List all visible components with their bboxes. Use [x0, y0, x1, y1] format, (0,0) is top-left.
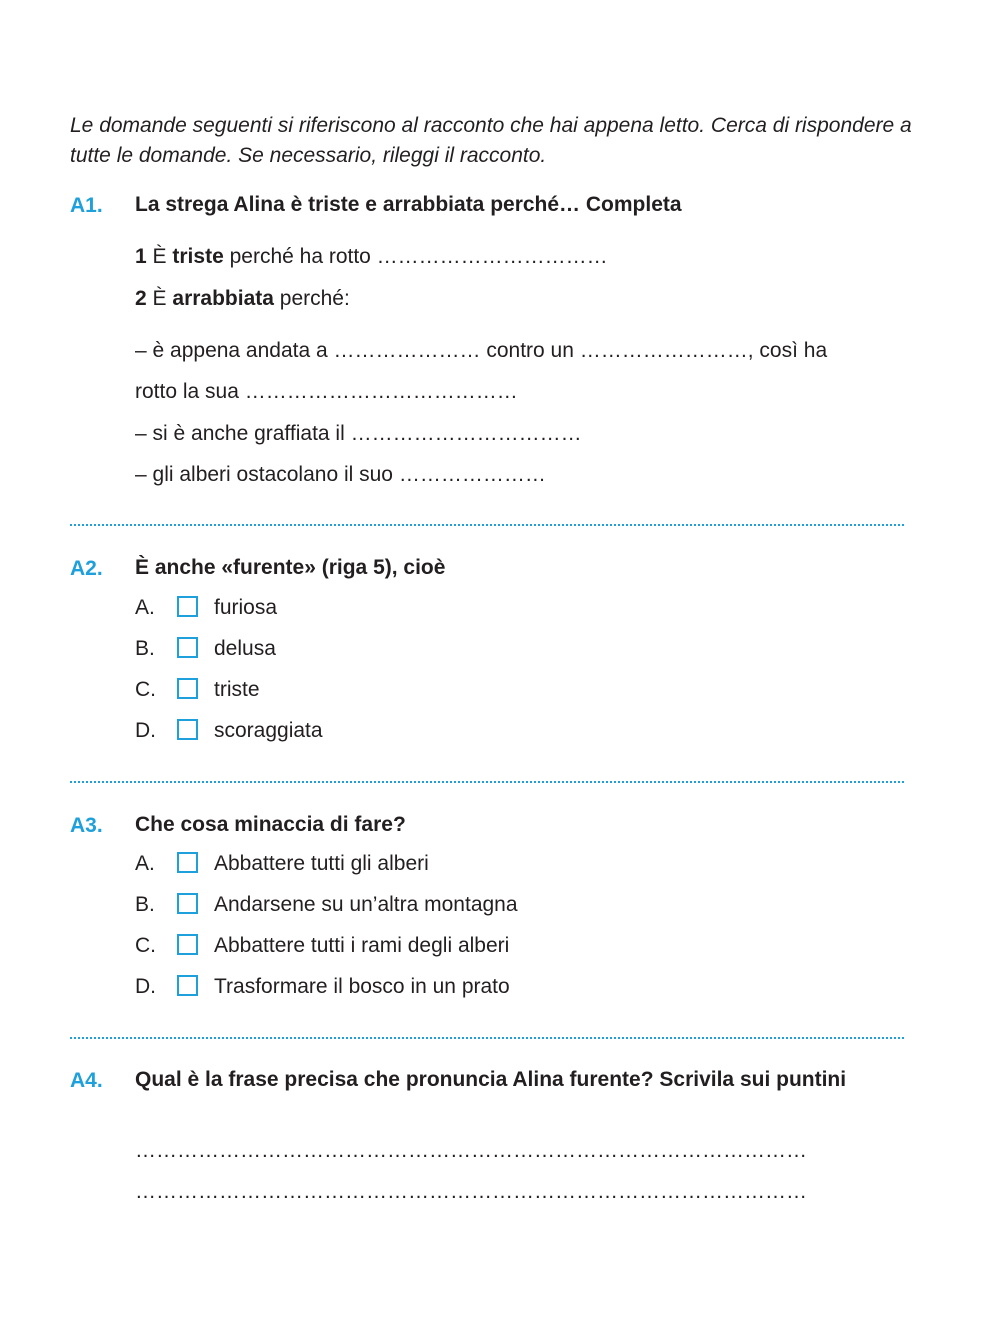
- option-letter: C.: [135, 678, 156, 701]
- checkbox[interactable]: [177, 852, 198, 873]
- answer-line[interactable]: ……………………………………………………………………………………: [135, 1139, 807, 1162]
- option-label: delusa: [214, 637, 276, 660]
- checkbox[interactable]: [177, 678, 198, 699]
- completion-line[interactable]: rotto la sua …………………………………: [135, 380, 518, 403]
- option-letter: C.: [135, 934, 156, 957]
- option-letter: A.: [135, 852, 155, 875]
- question-number-a4: A4.: [70, 1069, 103, 1092]
- question-text-a2: È anche «furente» (riga 5), cioè: [135, 556, 446, 579]
- item-number: 1: [135, 245, 147, 268]
- item-prefix: È: [152, 287, 167, 310]
- question-text-a4: Qual è la frase precisa che pronuncia Alina furente? Scrivila sui puntini: [135, 1068, 847, 1091]
- option-label: Andarsene su un’altra montagna: [214, 893, 518, 916]
- checkbox[interactable]: [177, 934, 198, 955]
- option-label: Abbattere tutti i rami degli alberi: [214, 934, 510, 957]
- question-text-a3: Che cosa minaccia di fare?: [135, 813, 406, 836]
- item-keyword: triste: [172, 245, 224, 268]
- checkbox[interactable]: [177, 975, 198, 996]
- option-letter: B.: [135, 893, 155, 916]
- option-label: furiosa: [214, 596, 278, 619]
- option-letter: B.: [135, 637, 155, 660]
- completion-item-1: [135, 245, 608, 269]
- item-keyword: arrabbiata: [172, 287, 274, 310]
- question-number-a2: A2.: [70, 557, 103, 580]
- completion-item-2: [135, 287, 350, 311]
- section-divider: [70, 524, 904, 526]
- option-letter: D.: [135, 719, 156, 742]
- option-letter: A.: [135, 596, 155, 619]
- answer-line[interactable]: ……………………………………………………………………………………: [135, 1180, 807, 1203]
- question-text-a1: La strega Alina è triste e arrabbiata perché… Completa: [135, 193, 682, 216]
- section-divider: [70, 1037, 904, 1039]
- option-label: scoraggiata: [214, 719, 323, 742]
- option-label: Trasformare il bosco in un prato: [214, 975, 510, 998]
- option-label: triste: [214, 678, 260, 701]
- checkbox[interactable]: [177, 596, 198, 617]
- option-letter: D.: [135, 975, 156, 998]
- completion-line[interactable]: – è appena andata a ………………… contro un ……………………, così ha: [135, 339, 828, 362]
- item-rest: perché:: [279, 287, 350, 310]
- checkbox[interactable]: [177, 893, 198, 914]
- section-divider: [70, 781, 904, 783]
- question-number-a1: A1.: [70, 194, 103, 217]
- instructions-text: Le domande seguenti si riferiscono al racconto che hai appena letto. Cerca di rispondere a tutte le domande. Se necessario, rileggi il racconto.: [70, 114, 912, 167]
- item-number: 2: [135, 287, 147, 310]
- completion-line[interactable]: – si è anche graffiata il ……………………………: [135, 422, 582, 445]
- checkbox[interactable]: [177, 719, 198, 740]
- item-blank-text[interactable]: perché ha rotto ……………………………: [229, 245, 608, 268]
- item-prefix: È: [152, 245, 167, 268]
- question-number-a3: A3.: [70, 814, 103, 837]
- checkbox[interactable]: [177, 637, 198, 658]
- option-label: Abbattere tutti gli alberi: [214, 852, 429, 875]
- completion-line[interactable]: – gli alberi ostacolano il suo …………………: [135, 463, 546, 486]
